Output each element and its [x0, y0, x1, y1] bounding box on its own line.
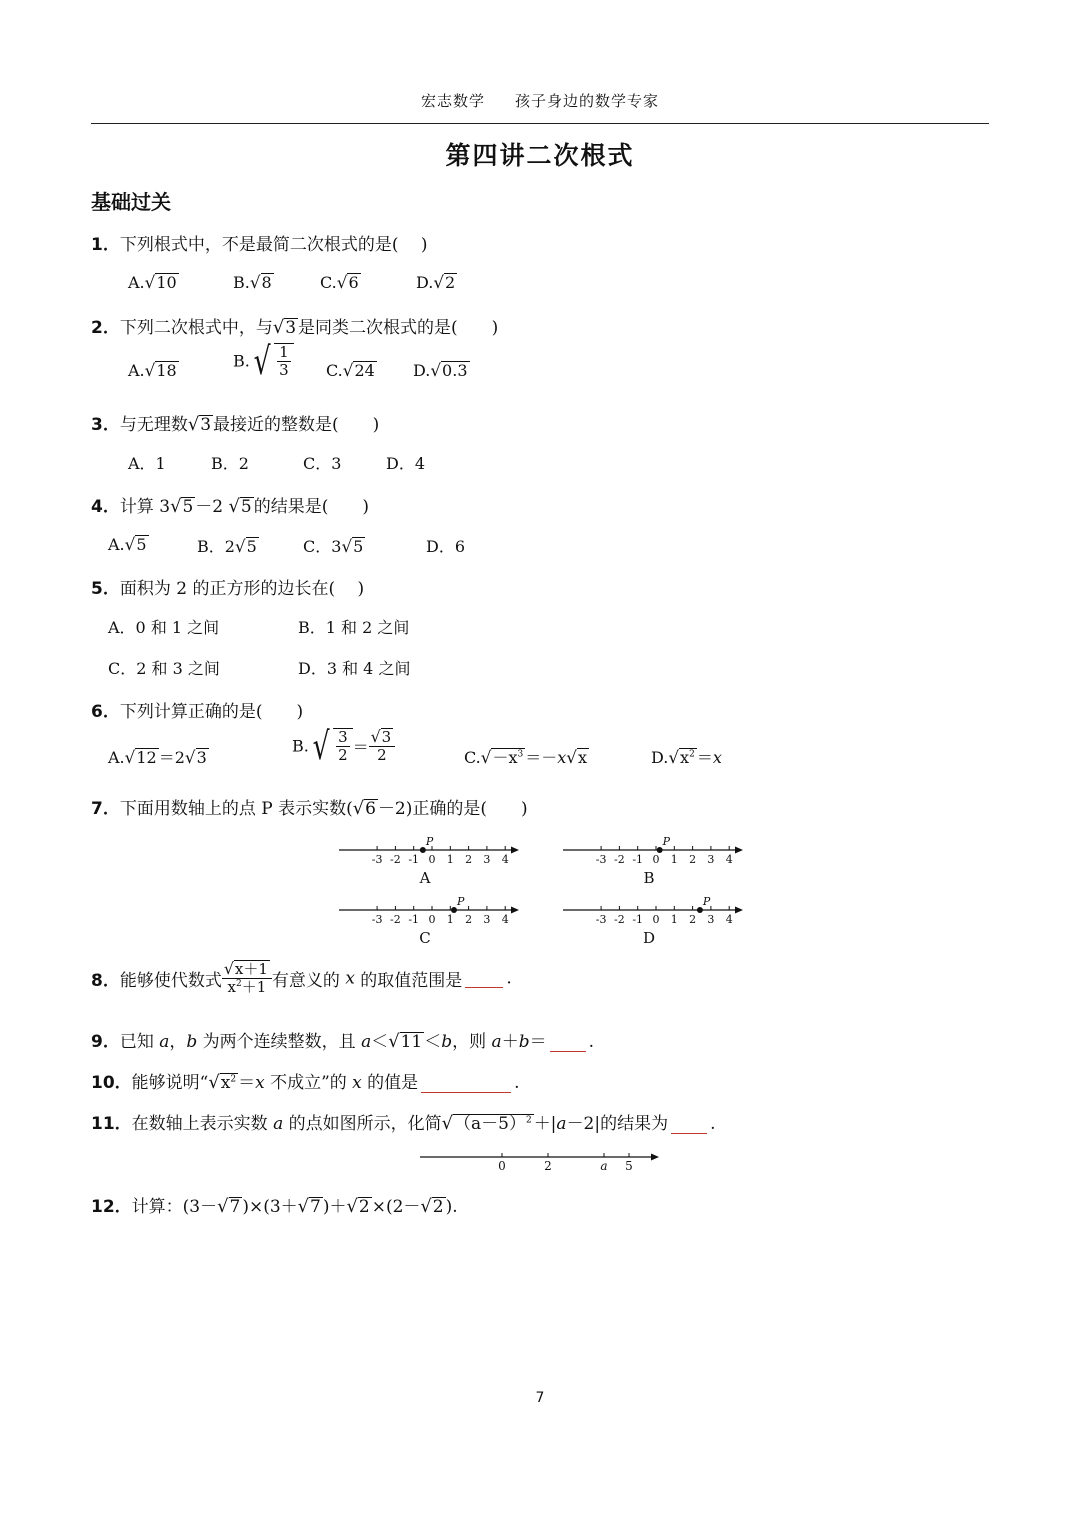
- tick-label: 1: [670, 913, 678, 926]
- question-5-option-b: B．1 和 2 之间: [298, 618, 410, 637]
- tick-label: 4: [725, 853, 733, 866]
- tick-label: -1: [408, 853, 420, 866]
- tick-label: 2: [465, 853, 473, 866]
- page-number: 7: [535, 1390, 545, 1406]
- question-1-option-b: B.√8: [233, 272, 272, 292]
- point-p-label: P: [662, 835, 671, 848]
- question-6-option-d: $D.√x^2 =x$: [651, 747, 722, 767]
- tick-label: 0: [428, 913, 436, 926]
- question-7: 7．下面用数轴上的点 P 表示实数(√6 －2)正确的是( ): [91, 798, 528, 819]
- question-3-option-b: B．2: [211, 454, 249, 473]
- question-6-option-a: A.√12 ＝2√3: [108, 747, 207, 767]
- tick-label: 4: [725, 913, 733, 926]
- question-9: 9．已知 a，b 为两个连续整数，且 a＜√11 ＜b，则 a＋b＝ .: [91, 1031, 594, 1052]
- question-3-option-a: A．1: [128, 454, 166, 473]
- tick-label: a: [600, 1159, 608, 1173]
- section-heading: 基础过关: [91, 190, 171, 214]
- question-2-option-c: C.√24: [326, 360, 375, 380]
- tick-label: 0: [498, 1159, 506, 1173]
- tick-label: 2: [544, 1159, 552, 1173]
- point-p-label: P: [456, 895, 465, 908]
- question-5: 5．面积为 2 的正方形的边长在( ): [91, 579, 365, 599]
- question-4-option-a: A.√5: [108, 534, 147, 554]
- header-slogan: 孩子身边的数学专家: [515, 92, 660, 110]
- question-5-option-d: D．3 和 4 之间: [298, 659, 411, 678]
- tick-label: -3: [371, 913, 383, 926]
- tick-label: 2: [689, 853, 697, 866]
- tick-label: 3: [707, 913, 715, 926]
- question-12: 12．计算：(3－√7 )×(3＋√7 )＋√2 ×(2－√2 ).: [91, 1196, 458, 1217]
- question-4: 4．计算 3√5 －2 √5 的结果是( ): [91, 496, 369, 517]
- question-3: 3．与无理数√3 最接近的整数是( ): [91, 414, 380, 435]
- question-6-option-c: $C.√-x^3 =-x√x$: [464, 747, 588, 767]
- question-5-option-a: A．0 和 1 之间: [108, 618, 220, 637]
- tick-label: 1: [670, 853, 678, 866]
- question-11: 11．在数轴上表示实数 a 的点如图所示，化简$√(a-5)^2 +|a-2|$的结果为 .: [91, 1113, 716, 1134]
- tick-label: 1: [446, 853, 454, 866]
- question-4-option-b: B．2√5: [197, 536, 257, 556]
- page-title: 第四讲二次根式: [445, 141, 635, 170]
- question-4-option-c: C．3√5: [303, 536, 364, 556]
- point-p-label: P: [702, 895, 711, 908]
- option-label: C: [419, 929, 431, 947]
- question-3-option-c: C．3: [303, 454, 342, 473]
- question-3-option-d: D．4: [386, 454, 426, 473]
- tick-label: 0: [428, 853, 436, 866]
- tick-label: 5: [625, 1159, 633, 1173]
- tick-label: -2: [390, 913, 401, 926]
- question-8: 8．能够使代数式 $\frac{√x+1}{x^2+1}$ 有意义的 x 的取值范围是 .: [91, 959, 512, 997]
- tick-label: -3: [595, 913, 607, 926]
- question-2: 2．下列二次根式中，与√3 是同类二次根式的是( ): [91, 317, 499, 338]
- tick-label: 0: [652, 853, 660, 866]
- tick-label: 1: [446, 913, 454, 926]
- question-4-option-d: D．6: [426, 537, 466, 556]
- question-2-option-a: A.√18: [128, 360, 177, 380]
- question-1-option-a: A.√10: [128, 272, 177, 292]
- question-1-option-d: D.√2: [416, 272, 456, 292]
- question-10: 10．能够说明“$√x^2 =x$ 不成立”的 x 的值是 .: [91, 1072, 520, 1093]
- tick-label: -2: [614, 853, 625, 866]
- tick-label: 2: [689, 913, 697, 926]
- question-1-text: 下列根式中，不是最简二次根式的是( ): [119, 235, 428, 255]
- tick-label: 4: [501, 913, 509, 926]
- option-label: B: [643, 869, 655, 887]
- question-5-option-c: C．2 和 3 之间: [108, 659, 220, 678]
- question-1-option-c: C.√6: [320, 272, 359, 292]
- question-2-option-d: D.√0.3: [413, 360, 468, 380]
- axis-arrowhead: [651, 1154, 659, 1161]
- option-label: D: [642, 929, 656, 947]
- question-6-option-b: B.√ $\frac{3}{2}$ ＝ $\frac{√3}{2}$: [292, 727, 395, 765]
- tick-label: -1: [632, 913, 644, 926]
- tick-label: 3: [483, 853, 491, 866]
- question-6: 6．下列计算正确的是( ): [91, 702, 304, 722]
- tick-label: 3: [707, 853, 715, 866]
- tick-label: -2: [390, 853, 401, 866]
- question-2-option-b: B.√ $\frac{1}{3}$: [233, 342, 294, 380]
- header-brand: 宏志数学: [420, 92, 485, 110]
- option-label: A: [419, 869, 431, 887]
- tick-label: 3: [483, 913, 491, 926]
- point-p-label: P: [425, 835, 434, 848]
- question-1: 1．下列根式中，不是最简二次根式的是( ): [91, 235, 428, 255]
- tick-label: -2: [614, 913, 625, 926]
- tick-label: -3: [371, 853, 383, 866]
- tick-label: 0: [652, 913, 660, 926]
- tick-label: 2: [465, 913, 473, 926]
- tick-label: -3: [595, 853, 607, 866]
- tick-label: 4: [501, 853, 509, 866]
- tick-label: -1: [408, 913, 420, 926]
- tick-label: -1: [632, 853, 644, 866]
